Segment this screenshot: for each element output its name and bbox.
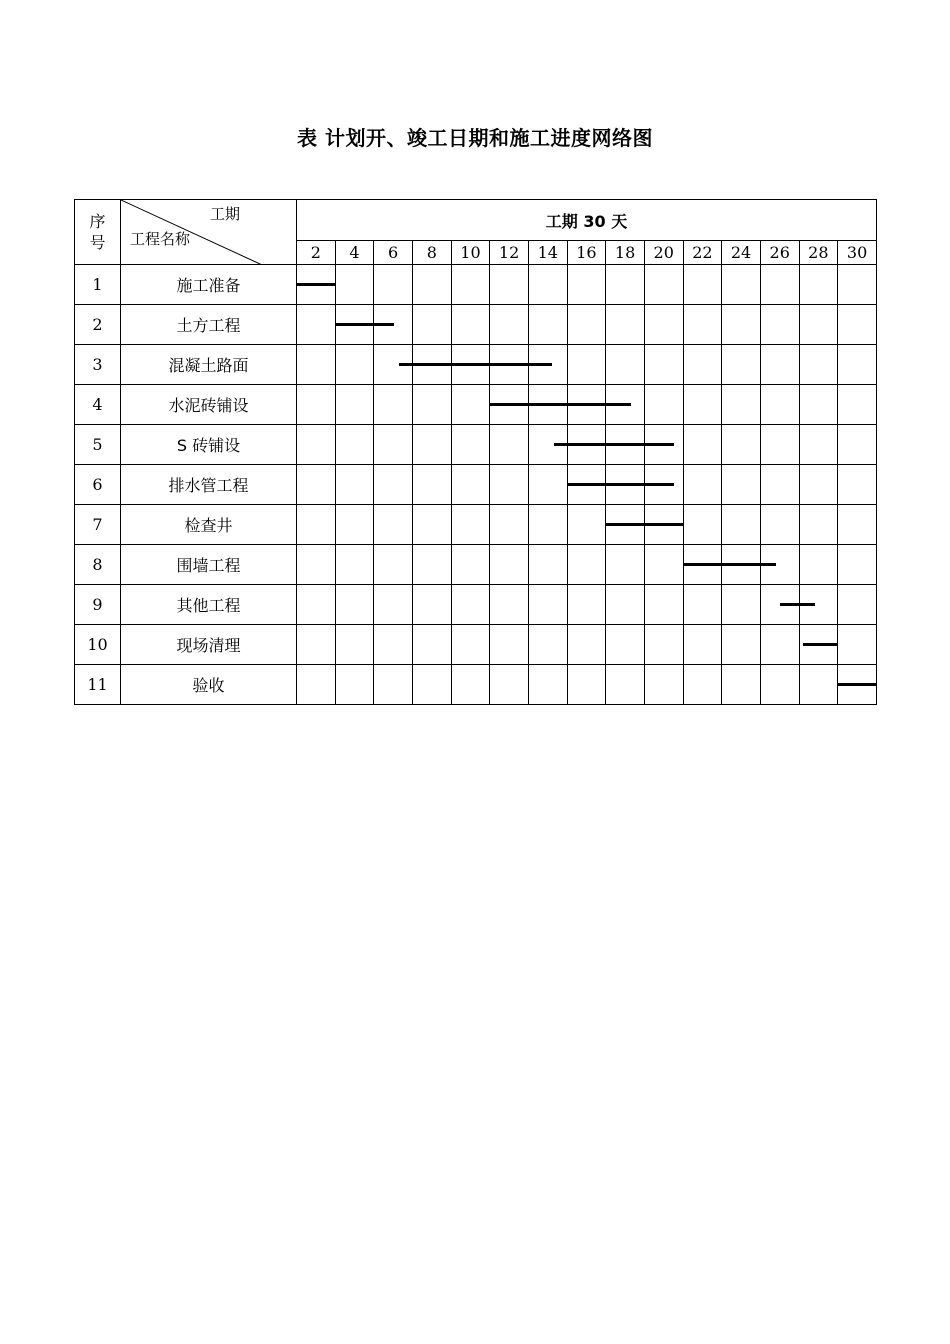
timeline-cell	[722, 465, 761, 505]
task-row	[75, 545, 877, 585]
timeline-cell	[760, 385, 799, 425]
task-row	[75, 665, 877, 705]
timeline-cell	[335, 665, 374, 705]
timeline-cell	[335, 385, 374, 425]
day-tick: 10	[451, 241, 490, 265]
timeline-cell	[451, 585, 490, 625]
timeline-cell	[683, 465, 722, 505]
day-tick: 18	[606, 241, 645, 265]
timeline-cell	[412, 545, 451, 585]
timeline-cell	[683, 265, 722, 305]
task-row	[75, 345, 877, 385]
day-tick: 20	[644, 241, 683, 265]
day-tick: 24	[722, 241, 761, 265]
timeline-cell	[606, 585, 645, 625]
timeline-cell	[451, 425, 490, 465]
day-tick: 22	[683, 241, 722, 265]
timeline-cell	[722, 425, 761, 465]
timeline-cell	[838, 425, 877, 465]
timeline-cell	[374, 425, 413, 465]
timeline-cell	[760, 505, 799, 545]
timeline-cell	[451, 345, 490, 385]
timeline-cell	[644, 545, 683, 585]
timeline-cell	[606, 545, 645, 585]
timeline-cell	[799, 265, 838, 305]
timeline-cell	[567, 665, 606, 705]
seq-header	[75, 200, 121, 265]
timeline-cell	[606, 505, 645, 545]
timeline-cell	[644, 465, 683, 505]
timeline-cell	[683, 505, 722, 545]
timeline-cell	[644, 305, 683, 345]
timeline-cell	[335, 625, 374, 665]
timeline-cell	[606, 385, 645, 425]
task-name: 施工准备	[121, 265, 297, 305]
timeline-cell	[412, 505, 451, 545]
timeline-cell	[838, 345, 877, 385]
timeline-cell	[760, 265, 799, 305]
timeline-cell	[451, 545, 490, 585]
timeline-cell	[297, 385, 336, 425]
timeline-cell	[567, 505, 606, 545]
timeline-cell	[760, 665, 799, 705]
timeline-cell	[412, 625, 451, 665]
timeline-cell	[683, 585, 722, 625]
task-name: 排水管工程	[121, 465, 297, 505]
timeline-cell	[528, 345, 567, 385]
task-name: 混凝土路面	[121, 345, 297, 385]
task-name: 围墙工程	[121, 545, 297, 585]
task-row	[75, 265, 877, 305]
task-seq: 6	[75, 465, 121, 505]
timeline-cell	[683, 665, 722, 705]
day-tick: 30	[838, 241, 877, 265]
day-tick: 14	[528, 241, 567, 265]
timeline-cell	[374, 345, 413, 385]
timeline-cell	[760, 345, 799, 385]
timeline-cell	[528, 305, 567, 345]
timeline-cell	[412, 665, 451, 705]
timeline-cell	[528, 425, 567, 465]
seq-header-line2: 号	[89, 233, 106, 252]
timeline-cell	[335, 345, 374, 385]
timeline-cell	[644, 625, 683, 665]
timeline-cell	[838, 265, 877, 305]
timeline-cell	[335, 585, 374, 625]
timeline-cell	[644, 425, 683, 465]
task-bar	[297, 283, 336, 286]
task-seq: 5	[75, 425, 121, 465]
timeline-cell	[297, 505, 336, 545]
timeline-cell	[567, 545, 606, 585]
timeline-cell	[683, 425, 722, 465]
timeline-cell	[297, 465, 336, 505]
timeline-cell	[374, 625, 413, 665]
timeline-cell	[528, 385, 567, 425]
timeline-cell	[490, 625, 529, 665]
task-name: 现场清理	[121, 625, 297, 665]
timeline-cell	[606, 265, 645, 305]
timeline-cell	[760, 305, 799, 345]
timeline-cell	[644, 505, 683, 545]
timeline-cell	[644, 265, 683, 305]
timeline-cell	[451, 305, 490, 345]
timeline-cell	[528, 265, 567, 305]
corner-period-label: 工期	[209, 205, 240, 223]
timeline-cell	[528, 465, 567, 505]
timeline-cell	[799, 625, 838, 665]
timeline-cell	[297, 345, 336, 385]
timeline-cell	[374, 545, 413, 585]
timeline-cell	[760, 425, 799, 465]
timeline-cell	[374, 505, 413, 545]
timeline-cell	[412, 585, 451, 625]
task-row	[75, 305, 877, 345]
task-row	[75, 505, 877, 545]
timeline-cell	[567, 345, 606, 385]
timeline-cell	[412, 345, 451, 385]
task-seq: 9	[75, 585, 121, 625]
timeline-cell	[722, 345, 761, 385]
timeline-cell	[335, 545, 374, 585]
timeline-cell	[799, 585, 838, 625]
timeline-cell	[799, 545, 838, 585]
task-seq: 8	[75, 545, 121, 585]
timeline-cell	[335, 465, 374, 505]
timeline-cell	[760, 465, 799, 505]
timeline-cell	[412, 425, 451, 465]
timeline-cell	[722, 505, 761, 545]
day-tick: 26	[760, 241, 799, 265]
timeline-cell	[451, 505, 490, 545]
task-name: 其他工程	[121, 585, 297, 625]
task-row	[75, 585, 877, 625]
corner-name-label: 工程名称	[130, 230, 191, 248]
timeline-cell	[297, 665, 336, 705]
timeline-cell	[838, 545, 877, 585]
timeline-cell	[644, 345, 683, 385]
timeline-cell	[799, 505, 838, 545]
timeline-cell	[490, 505, 529, 545]
timeline-cell	[451, 665, 490, 705]
timeline-cell	[722, 265, 761, 305]
timeline-cell	[374, 465, 413, 505]
timeline-cell	[412, 385, 451, 425]
timeline-cell	[567, 465, 606, 505]
timeline-cell	[297, 425, 336, 465]
timeline-cell	[722, 385, 761, 425]
task-seq: 4	[75, 385, 121, 425]
timeline-cell	[760, 625, 799, 665]
corner-header	[121, 200, 297, 265]
task-name: 检查井	[121, 505, 297, 545]
timeline-cell	[335, 505, 374, 545]
seq-header-line1: 序	[89, 212, 106, 231]
task-seq: 2	[75, 305, 121, 345]
day-tick: 16	[567, 241, 606, 265]
timeline-cell	[722, 625, 761, 665]
timeline-cell	[451, 465, 490, 505]
timeline-cell	[490, 425, 529, 465]
timeline-cell	[451, 385, 490, 425]
timeline-cell	[297, 305, 336, 345]
timeline-cell	[606, 305, 645, 345]
page-title: 表 计划开、竣工日期和施工进度网络图	[297, 126, 653, 150]
timeline-cell	[490, 665, 529, 705]
timeline-cell	[683, 545, 722, 585]
timeline-cell	[567, 425, 606, 465]
timeline-cell	[799, 425, 838, 465]
timeline-cell	[838, 665, 877, 705]
task-seq: 3	[75, 345, 121, 385]
timeline-cell	[838, 385, 877, 425]
timeline-cell	[412, 465, 451, 505]
timeline-cell	[451, 625, 490, 665]
task-seq: 11	[75, 665, 121, 705]
timeline-cell	[528, 505, 567, 545]
timeline-cell	[490, 345, 529, 385]
timeline-cell	[683, 385, 722, 425]
timeline-cell	[799, 385, 838, 425]
task-seq: 1	[75, 265, 121, 305]
timeline-cell	[838, 505, 877, 545]
period-title: 工期 30 天	[297, 200, 877, 241]
timeline-cell	[799, 465, 838, 505]
timeline-cell	[567, 385, 606, 425]
task-name: 验收	[121, 665, 297, 705]
timeline-cell	[722, 545, 761, 585]
timeline-cell	[606, 425, 645, 465]
timeline-cell	[335, 305, 374, 345]
timeline-cell	[644, 385, 683, 425]
day-tick: 28	[799, 241, 838, 265]
day-tick: 8	[412, 241, 451, 265]
timeline-cell	[374, 265, 413, 305]
timeline-cell	[297, 265, 336, 305]
timeline-cell	[490, 385, 529, 425]
timeline-cell	[567, 625, 606, 665]
day-tick: 2	[297, 241, 336, 265]
timeline-cell	[838, 625, 877, 665]
timeline-cell	[644, 585, 683, 625]
task-seq: 10	[75, 625, 121, 665]
task-row	[75, 385, 877, 425]
timeline-cell	[606, 625, 645, 665]
timeline-cell	[412, 305, 451, 345]
timeline-cell	[374, 585, 413, 625]
day-tick: 12	[490, 241, 529, 265]
header-row	[75, 200, 877, 241]
day-tick: 6	[374, 241, 413, 265]
timeline-cell	[799, 345, 838, 385]
timeline-cell	[567, 585, 606, 625]
timeline-cell	[838, 465, 877, 505]
timeline-cell	[528, 625, 567, 665]
timeline-cell	[528, 545, 567, 585]
timeline-cell	[760, 545, 799, 585]
timeline-cell	[374, 665, 413, 705]
timeline-cell	[297, 545, 336, 585]
timeline-cell	[528, 665, 567, 705]
timeline-cell	[490, 585, 529, 625]
timeline-cell	[644, 665, 683, 705]
timeline-cell	[683, 305, 722, 345]
timeline-cell	[683, 625, 722, 665]
timeline-cell	[567, 305, 606, 345]
timeline-cell	[490, 465, 529, 505]
task-name: 水泥砖铺设	[121, 385, 297, 425]
timeline-cell	[374, 385, 413, 425]
timeline-cell	[683, 345, 722, 385]
timeline-cell	[297, 585, 336, 625]
day-tick: 4	[335, 241, 374, 265]
timeline-cell	[490, 305, 529, 345]
timeline-cell	[490, 265, 529, 305]
task-row	[75, 625, 877, 665]
task-name: 土方工程	[121, 305, 297, 345]
timeline-cell	[606, 665, 645, 705]
task-seq: 7	[75, 505, 121, 545]
timeline-cell	[528, 585, 567, 625]
timeline-cell	[374, 305, 413, 345]
gantt-table	[74, 199, 877, 705]
timeline-cell	[838, 305, 877, 345]
timeline-cell	[335, 425, 374, 465]
timeline-cell	[335, 265, 374, 305]
task-row	[75, 425, 877, 465]
timeline-cell	[567, 265, 606, 305]
timeline-cell	[451, 265, 490, 305]
timeline-cell	[606, 465, 645, 505]
timeline-cell	[297, 625, 336, 665]
task-name: S 砖铺设	[121, 425, 297, 465]
timeline-cell	[799, 305, 838, 345]
timeline-cell	[760, 585, 799, 625]
timeline-cell	[412, 265, 451, 305]
timeline-cell	[722, 665, 761, 705]
timeline-cell	[722, 305, 761, 345]
timeline-cell	[490, 545, 529, 585]
timeline-cell	[606, 345, 645, 385]
task-row	[75, 465, 877, 505]
timeline-cell	[799, 665, 838, 705]
timeline-cell	[838, 585, 877, 625]
timeline-cell	[722, 585, 761, 625]
